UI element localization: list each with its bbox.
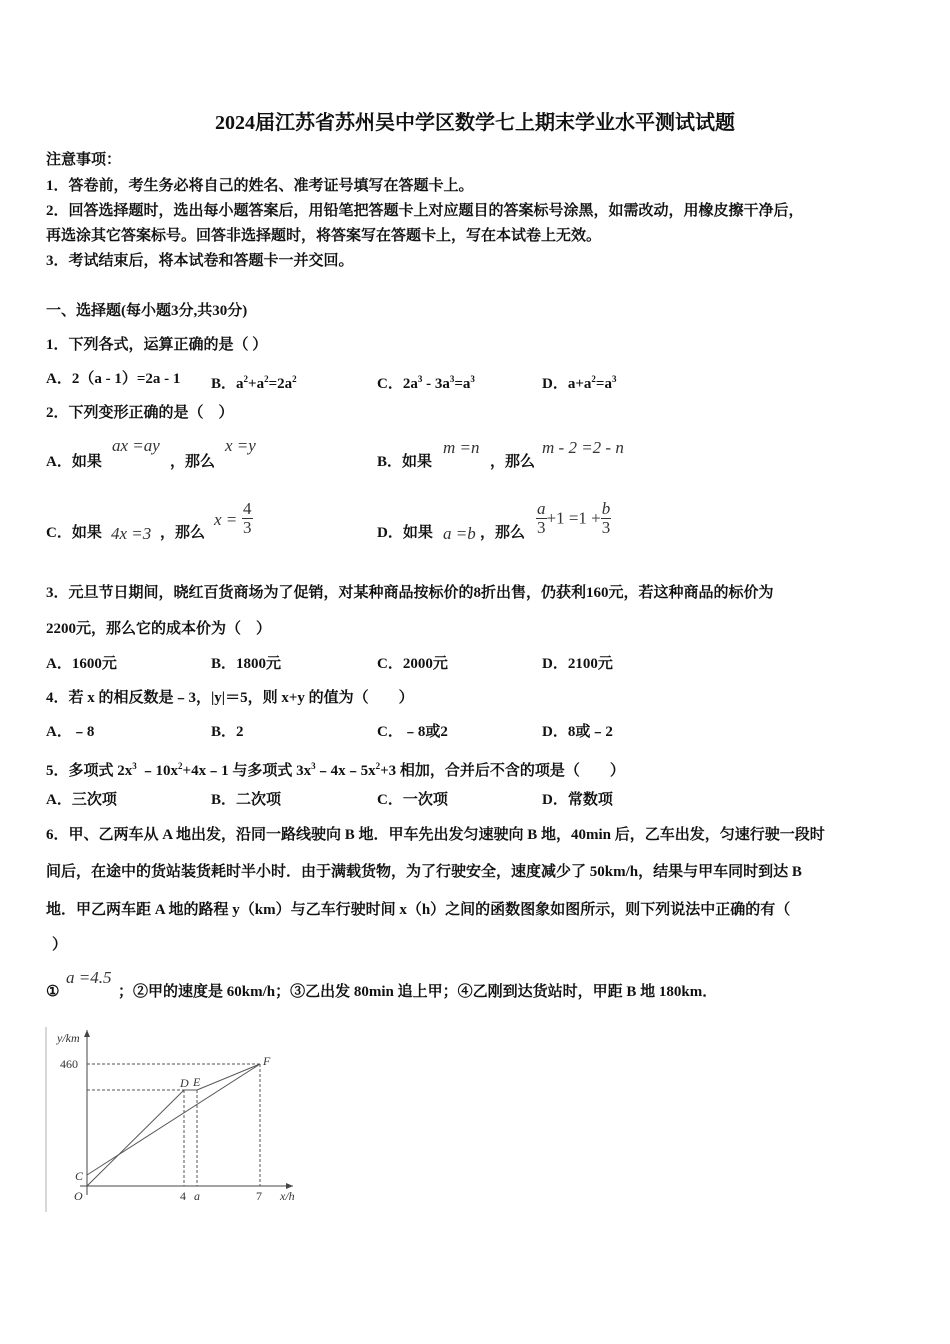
point-f-label: F bbox=[263, 1054, 271, 1068]
q1-option-a: A．2（a - 1）=2a - 1 bbox=[46, 371, 181, 387]
q2-stem: 2．下列变形正确的是（ ） bbox=[46, 405, 234, 421]
notice-item: 1．答卷前，考生务必将自己的姓名、准考证号填写在答题卡上。 bbox=[46, 178, 474, 194]
q4-stem: 4．若 x 的相反数是﹣3，|y|＝5，则 x+y 的值为（ ） bbox=[46, 690, 414, 706]
q2-option-b-label: B．如果 bbox=[377, 454, 433, 470]
q2-b-then: ，那么 bbox=[490, 454, 536, 470]
q5-option-b: B．二次项 bbox=[211, 792, 282, 808]
section-heading: 一、选择题(每小题3分,共30分) bbox=[46, 303, 248, 319]
q1-option-d: D．$a+a^2=a^3$ bbox=[542, 374, 617, 392]
origin-label: O bbox=[74, 1189, 83, 1203]
q3-option-c: C．2000元 bbox=[377, 656, 448, 672]
q3-stem-line2: 2200元，那么它的成本价为（ ） bbox=[46, 621, 272, 637]
q4-option-b: B．2 bbox=[211, 724, 244, 740]
q3-option-d: D．2100元 bbox=[542, 656, 613, 672]
q3-stem-line1: 3．元旦节日期间，晓红百货商场为了促销，对某种商品按标价的8折出售，仍获利160元，若这种商品的标价为 bbox=[46, 585, 774, 601]
car-a-line bbox=[87, 1064, 260, 1175]
q6-stem-line2: 间后，在途中的货站装货耗时半小时．由于满载货物，为了行驶安全，速度减少了 50km/h，结果与甲车同时到达 B bbox=[46, 864, 802, 880]
q6-stem-line3: 地．甲乙两车距 A 地的路程 y（km）与乙车行驶时间 x（h）之间的函数图象如图所示，则下列说法中正确的有（ bbox=[46, 902, 791, 918]
car-b-line bbox=[87, 1064, 260, 1186]
page-title: 2024届江苏省苏州吴中学区数学七上期末学业水平测试试题 bbox=[215, 112, 735, 134]
q2-c-eq1: 4x =3 bbox=[111, 524, 152, 543]
notice-heading: 注意事项： bbox=[46, 152, 122, 168]
notice-item: 3．考试结束后，将本试卷和答题卡一并交回。 bbox=[46, 253, 354, 269]
q2-option-c-label: C．如果 bbox=[46, 525, 102, 541]
q3-option-b: B．1800元 bbox=[211, 656, 282, 672]
q4-option-d: D．8或﹣2 bbox=[542, 724, 613, 740]
q6-stem-line4: ） bbox=[52, 937, 68, 953]
notice-item: 2．回答选择题时，选出每小题答案后，用铅笔把答题卡上对应题目的答案标号涂黑，如需改动，用橡皮擦干净后， bbox=[46, 203, 804, 219]
q2-d-expression: $\frac{a}{3}$ +1 =1 + $\frac{b}{3}$ bbox=[537, 499, 611, 537]
q2-b-eq1: m =n bbox=[443, 438, 480, 457]
q5-option-a: A．三次项 bbox=[46, 792, 117, 808]
x-tick-4: 4 bbox=[180, 1189, 186, 1203]
q3-option-a: A．1600元 bbox=[46, 656, 117, 672]
q6-statement-1: ① bbox=[46, 984, 60, 1000]
q2-option-d-label: D．如果 bbox=[377, 525, 433, 541]
q2-c-fraction: $\frac{4}{3}$ bbox=[243, 499, 252, 537]
q2-d-eq1: a =b bbox=[443, 524, 476, 543]
q6-statements: ；②甲的速度是 60km/h；③乙出发 80min 追上甲；④乙刚到达货站时，甲距 B 地 180km． bbox=[118, 984, 718, 1000]
x-tick-7: 7 bbox=[256, 1189, 262, 1203]
notice-item: 再选涂其它答案标号。回答非选择题时，将答案写在答题卡上，写在本试卷上无效。 bbox=[46, 228, 602, 244]
q2-d-then: ，那么 bbox=[480, 525, 526, 541]
q1-option-b: B．$a^2+a^2=2a^2$ bbox=[211, 374, 297, 392]
q4-option-a: A．﹣8 bbox=[46, 724, 95, 740]
q2-a-eq1: ax =ay bbox=[112, 436, 160, 455]
q5-option-c: C．一次项 bbox=[377, 792, 448, 808]
y-axis-label: y/km bbox=[57, 1031, 80, 1045]
q2-a-then: ，那么 bbox=[170, 454, 216, 470]
q5-stem: 5．多项式 $2x^3$ $﹣10x^2+4x﹣1$ 与多项式 $3x^3﹣4x﹣5x^2+3$ 相加，合并后不含的项是（ ） bbox=[46, 761, 625, 779]
point-c-label: C bbox=[75, 1169, 84, 1183]
q5-option-d: D．常数项 bbox=[542, 792, 613, 808]
q2-c-eq2: x = bbox=[214, 510, 238, 529]
q2-option-a-label: A．如果 bbox=[46, 454, 102, 470]
point-d-label: D bbox=[180, 1076, 189, 1090]
q1-option-c: C．$2a^3 - 3a^3=a^3$ bbox=[377, 374, 475, 392]
guide-lines bbox=[87, 1064, 260, 1186]
q1-stem: 1．下列各式，运算正确的是（ ） bbox=[46, 337, 268, 353]
q2-c-then: ，那么 bbox=[160, 525, 206, 541]
x-tick-a: a bbox=[194, 1189, 200, 1203]
point-e-label: E bbox=[193, 1075, 201, 1089]
q6-equation: a =4.5 bbox=[66, 968, 112, 987]
x-axis-label: x/h bbox=[280, 1189, 295, 1203]
q4-option-c: C．﹣8或2 bbox=[377, 724, 448, 740]
q2-a-eq2: x =y bbox=[225, 436, 256, 455]
q6-stem-line1: 6．甲、乙两车从 A 地出发，沿同一路线驶向 B 地．甲车先出发匀速驶向 B 地，40min 后，乙车出发，匀速行驶一段时 bbox=[46, 827, 825, 843]
y-tick-460: 460 bbox=[60, 1057, 78, 1071]
q2-b-eq2: m - 2 =2 - n bbox=[542, 438, 624, 457]
